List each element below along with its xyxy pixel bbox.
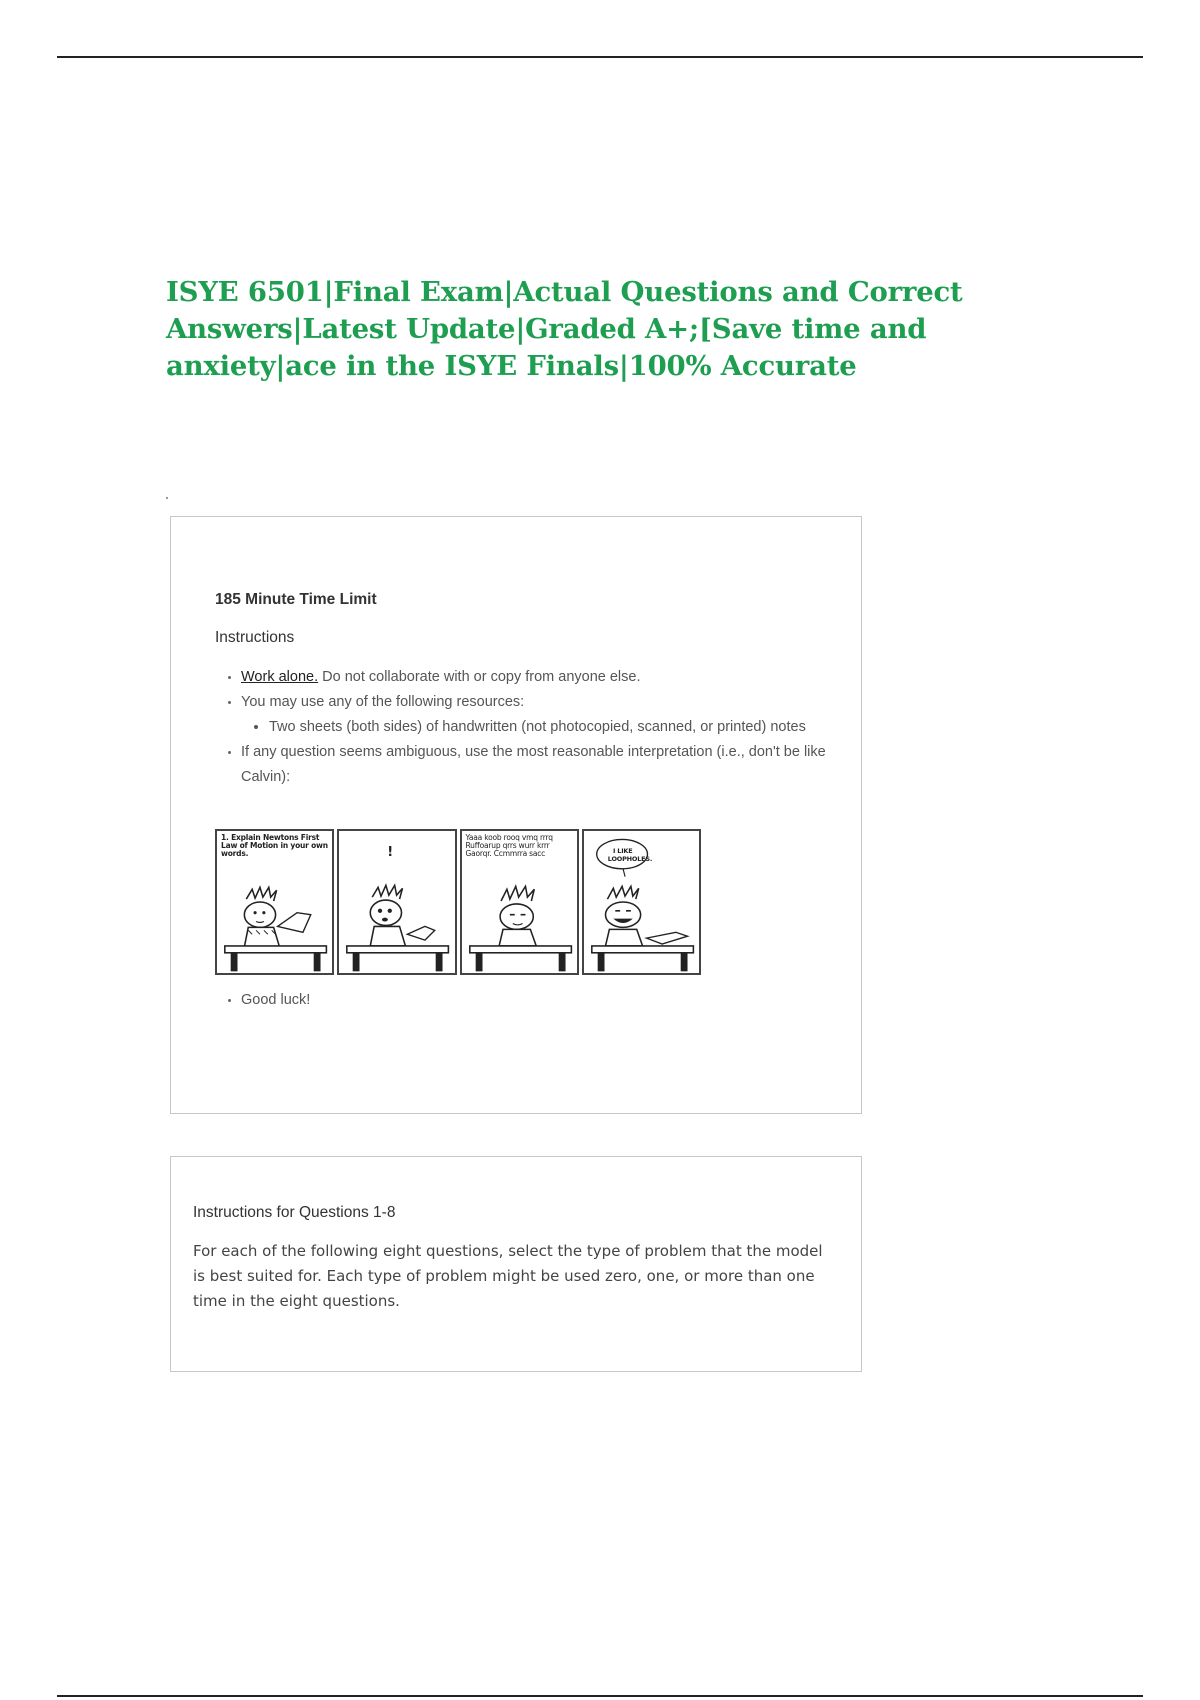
good-luck-list — [215, 992, 310, 1008]
comic-panel-3-caption: Yaaa koob rooq vmq rrrq Ruffoarup qrrs wurr krrr Gaorqr. Ccmmrra sacc — [465, 833, 553, 858]
time-limit-heading: 185 Minute Time Limit — [215, 591, 377, 608]
list-item: • If any question seems ambiguous, use the most reasonable interpretation (i.e., don't be like Calvin): — [241, 740, 831, 790]
top-rule — [57, 56, 1143, 58]
comic-panel-1 — [215, 829, 334, 975]
work-alone-text: Do not collaborate with or copy from anyone else. — [318, 669, 641, 685]
questions-heading: Instructions for Questions 1-8 — [193, 1204, 396, 1221]
bottom-rule — [57, 1695, 1143, 1697]
instructions-list — [215, 665, 831, 790]
calvin-comic-strip — [215, 829, 701, 975]
instructions-card — [170, 516, 862, 1114]
list-item: • Two sheets (both sides) of handwritten (not photocopied, scanned, or printed) notes — [269, 715, 831, 740]
comic-panel-1-caption: 1. Explain Newtons First Law of Motion in your own words. — [221, 833, 328, 858]
list-item: • Good luck! — [241, 992, 310, 1008]
questions-instructions-card — [170, 1156, 862, 1372]
instructions-heading: Instructions — [215, 629, 295, 646]
stray-dot — [166, 497, 168, 499]
comic-panel-2 — [337, 829, 456, 975]
comic-panel-2-exclamation: ! — [387, 845, 393, 860]
calvin-grinning-drawing — [584, 831, 699, 973]
resources-sublist — [241, 715, 831, 740]
calvin-surprised-drawing — [339, 831, 454, 973]
comic-panel-4 — [582, 829, 701, 975]
list-item — [241, 690, 831, 740]
comic-panel-3 — [460, 829, 579, 975]
questions-body: For each of the following eight questions, select the type of problem that the model is best suited for. Each type of problem might be used zero, one, or more than one time in the eight questions. — [193, 1242, 823, 1310]
document-title: ISYE 6501|Final Exam|Actual Questions and Correct Answers|Latest Update|Graded A+;[Save time and anxiety|ace in the ISYE Finals|100% Accurate — [166, 276, 963, 382]
work-alone-link[interactable]: Work alone. — [241, 669, 319, 685]
resources-text: You may use any of the following resources: — [241, 694, 525, 710]
list-item — [241, 665, 831, 690]
comic-panel-4-speech: I LIKE LOOPHOLES. — [607, 847, 653, 863]
